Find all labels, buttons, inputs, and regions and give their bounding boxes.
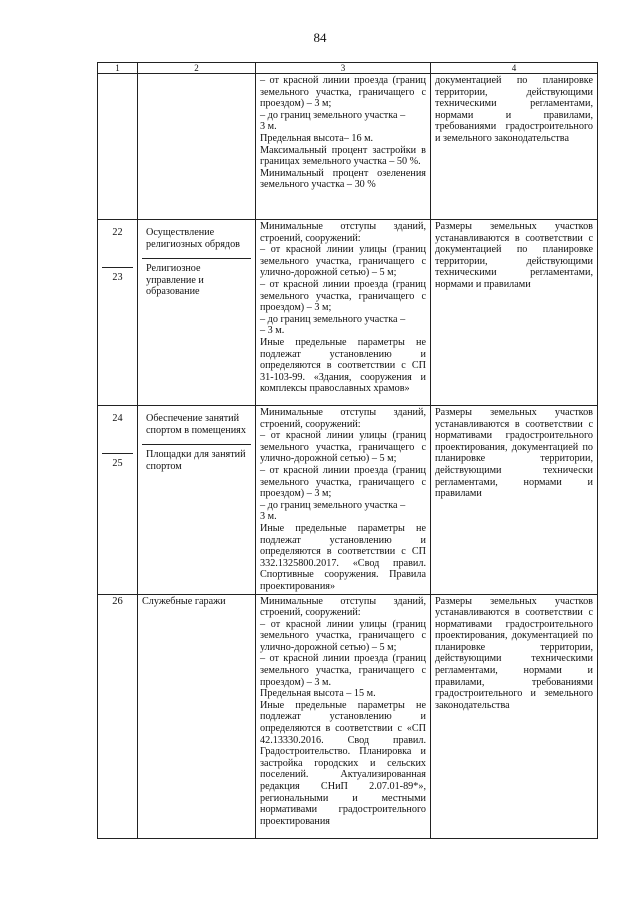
row-number-25: 25 — [112, 457, 123, 469]
row-name — [138, 74, 256, 220]
row-parameters: Минимальные отступы зданий, строений, сооружений: – от красной линии улицы (границ земельного участка, граничащего с улично-дорожной сетью) – 5 м; – от красной линии проезда (границ земельного участка, граничащего с проездом) – 3 м; – до границ земельного участка – 3 м. Иные предельные параметры не подлежат установлению и определяются в соответствии с СП 332.1325800.2017. «Свод правил. Спортивные сооружения. Правила проектирования» — [256, 406, 431, 595]
header-col-3: 3 — [256, 63, 431, 74]
row-number-group — [98, 220, 138, 406]
table-row-24-25 — [98, 406, 598, 595]
row-parameters: Минимальные отступы зданий, строений, сооружений: – от красной линии улицы (границ земельного участка, граничащего с улично-дорожной сетью) – 5 м; – от красной линии проезда (границ земельного участка, граничащего с проездом) – 3 м. Предельная высота – 15 м. Иные предельные параметры не подлежат установлению и определяются в соответствии с «СП 42.13330.2016. Свод правил. Градостроительство. Планировка и застройка городских и сельских поселений. Актуализированная редакция СНиП 2.07.01-89*», региональными и местными нормативами градостроительного проектирования — [256, 594, 431, 838]
row-name-group — [138, 220, 256, 406]
row-name-25: Площадки для занятий спортом — [146, 449, 246, 472]
row-name-24: Обеспечение занятий спортом в помещениях — [142, 407, 251, 445]
row-name-23: Религиозное управление и образование — [146, 263, 204, 298]
table-row-continuation — [98, 74, 598, 220]
row-name-22: Осуществление религиозных обрядов — [142, 221, 251, 259]
row-name-26: Служебные гаражи — [138, 594, 256, 838]
row-notes: документацией по планировке территории, действующими техническими регламентами, нормами и правилами, требованиями градостроительного и земельного законодательства — [431, 74, 598, 220]
table-row-22-23 — [98, 220, 598, 406]
row-parameters: – от красной линии проезда (границ земельного участка, граничащего с проездом) – 3 м; – до границ земельного участка – 3 м. Предельная высота– 16 м. Максимальный процент застройки в границах земельного участка – 50 %. Минимальный процент озеленения земельного участка – 30 % — [256, 74, 431, 220]
row-notes: Размеры земельных участков устанавливаются в соответствии с документацией по планировке территории, действующими техническими регламентами, нормами и правилами — [431, 220, 598, 406]
row-parameters: Минимальные отступы зданий, строений, сооружений: – от красной линии улицы (границ земельного участка, граничащего с улично-дорожной сетью) – 5 м; – от красной линии проезда (границ земельного участка, граничащего с проездом) – 3 м; – до границ земельного участка – – 3 м. Иные предельные параметры не подлежат установлению и определяются в соответствии с СП 31-103-99. «Здания, сооружения и комплексы православных храмов» — [256, 220, 431, 406]
table-row-26 — [98, 594, 598, 838]
table-header-row — [98, 63, 598, 74]
row-name-group — [138, 406, 256, 595]
row-notes: Размеры земельных участков устанавливаются в соответствии с нормативами градостроительного проектирования, документацией по планировке территории, действующими техническими регламентами, нормами и правилами, требованиями градостроительного и земельного законодательства — [431, 594, 598, 838]
row-number — [98, 74, 138, 220]
header-col-4: 4 — [431, 63, 598, 74]
row-number-24: 24 — [102, 407, 133, 454]
page-number: 84 — [313, 30, 327, 45]
header-col-2: 2 — [138, 63, 256, 74]
header-col-1: 1 — [98, 63, 138, 74]
row-number-group — [98, 406, 138, 595]
row-number-23: 23 — [112, 271, 123, 283]
zoning-parameters-table — [97, 62, 598, 839]
row-notes: Размеры земельных участков устанавливаются в соответствии с нормативами градостроительного проектирования, документацией по планировке территории, действующими технически регламентами, нормами и правилами — [431, 406, 598, 595]
row-number-26: 26 — [98, 594, 138, 838]
row-number-22: 22 — [102, 221, 133, 268]
